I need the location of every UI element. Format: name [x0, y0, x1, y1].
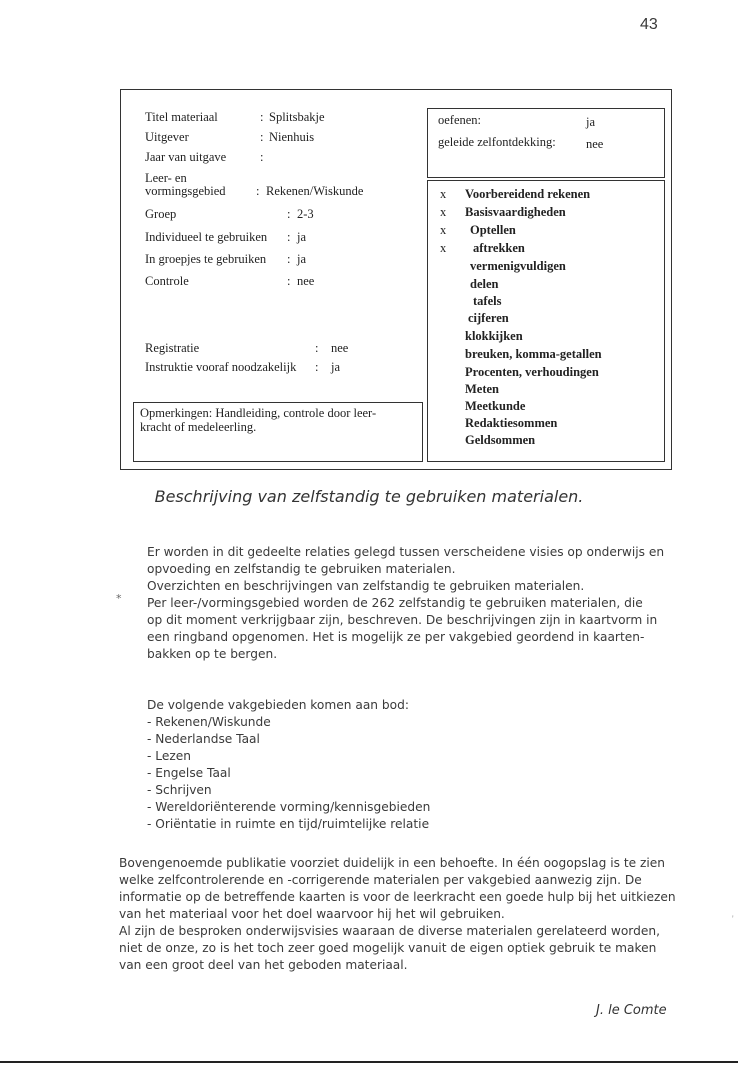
field-label: Individueel te gebruiken — [145, 230, 268, 244]
exercise-mode-box — [427, 108, 665, 178]
field-sep: : — [256, 184, 260, 198]
check-mark: x — [440, 241, 447, 255]
text-line: van een groot deel van het geboden materiaal. — [119, 958, 408, 972]
subject-label: Voorbereidend rekenen — [465, 187, 591, 201]
page-number: 43 — [640, 16, 658, 33]
list-intro: De volgende vakgebieden komen aan bod: — [147, 698, 409, 712]
subject-label: Optellen — [470, 223, 516, 237]
subject-label: Meetkunde — [465, 399, 526, 413]
field-sep: : — [315, 341, 319, 355]
field-value: Nienhuis — [269, 130, 315, 144]
bullet-marker: * — [116, 592, 122, 605]
field-sep: : — [287, 207, 291, 221]
field-label: vormingsgebied — [145, 184, 226, 198]
list-item: - Lezen — [147, 749, 191, 763]
list-item: - Oriëntatie in ruimte en tijd/ruimtelijke relatie — [147, 817, 430, 831]
subject-label: aftrekken — [473, 241, 525, 255]
zelfontdekking-value: nee — [586, 137, 604, 151]
zelfontdekking-label: geleide zelfontdekking: — [438, 135, 556, 149]
text-line: Al zijn de besproken onderwijsvisies waaraan de diverse materialen gerelateerd worden, — [119, 924, 660, 938]
figure-caption: Beschrijving van zelfstandig te gebruiken materialen. — [154, 487, 584, 506]
field-label: Instruktie vooraf noodzakelijk — [145, 360, 297, 374]
text-line: Bovengenoemde publikatie voorziet duidelijk in een behoefte. In één oogopslag is te zien — [119, 856, 666, 870]
text-line: welke zelfcontrolerende en -corrigerende materialen per vakgebied aanwezig zijn. De — [119, 873, 642, 887]
subject-label: Geldsommen — [465, 433, 536, 447]
field-sep: : — [260, 110, 264, 124]
text-line: Er worden in dit gedeelte relaties gelegd tussen verscheidene visies op onderwijs en — [147, 545, 665, 559]
field-sep: : — [287, 230, 291, 244]
text-line: van het materiaal voor het doel waarvoor hij het wil gebruiken. — [119, 907, 505, 921]
oefenen-value: ja — [586, 115, 596, 129]
list-item: - Nederlandse Taal — [147, 732, 260, 746]
field-value: Splitsbakje — [269, 110, 325, 124]
field-value: ja — [297, 252, 307, 266]
margin-mark: ' — [732, 914, 734, 924]
list-item: - Engelse Taal — [147, 766, 231, 780]
field-label: Groep — [145, 207, 177, 221]
field-label: Registratie — [145, 341, 200, 355]
remarks-line: kracht of medeleerling. — [140, 420, 257, 434]
subjects-section — [147, 697, 430, 833]
subject-label: Procenten, verhoudingen — [465, 365, 599, 379]
author-signature: J. le Comte — [596, 1003, 667, 1018]
subject-label: Basisvaardigheden — [465, 205, 566, 219]
field-label: Leer- en — [145, 171, 187, 185]
field-value: nee — [331, 341, 349, 355]
closing-paragraph — [119, 855, 676, 974]
text-line: informatie op de betreffende kaarten is voor de leerkracht een goede hulp bij het uitkiezen — [119, 890, 676, 904]
bottom-rule — [0, 1061, 738, 1063]
text-line: niet de onze, zo is het toch zeer goed mogelijk vanuit de eigen optiek gebruik te maken — [119, 941, 657, 955]
subjects-box — [427, 180, 665, 462]
field-label: In groepjes te gebruiken — [145, 252, 267, 266]
subject-label: breuken, komma-getallen — [465, 347, 602, 361]
field-sep: : — [287, 252, 291, 266]
check-mark: x — [440, 205, 447, 219]
subject-label: tafels — [473, 294, 502, 308]
field-sep: : — [260, 130, 264, 144]
field-label: Jaar van uitgave — [145, 150, 227, 164]
subject-label: klokkijken — [465, 329, 523, 343]
field-label: Controle — [145, 274, 189, 288]
list-item: - Wereldoriënterende vorming/kennisgebieden — [147, 800, 431, 814]
subject-label: Meten — [465, 382, 500, 396]
field-label: Uitgever — [145, 130, 189, 144]
card-left-fields — [145, 110, 425, 400]
oefenen-label: oefenen: — [438, 113, 482, 127]
text-line: Overzichten en beschrijvingen van zelfstandig te gebruiken materialen. — [147, 579, 585, 593]
subject-label: delen — [470, 277, 499, 291]
list-item: - Rekenen/Wiskunde — [147, 715, 271, 729]
field-value: Rekenen/Wiskunde — [266, 184, 364, 198]
field-sep: : — [287, 274, 291, 288]
remarks-box — [133, 402, 423, 462]
text-line: opvoeding en zelfstandig te gebruiken materialen. — [147, 562, 456, 576]
remarks-line: Opmerkingen: Handleiding, controle door leer- — [140, 406, 377, 420]
subject-label: vermenigvuldigen — [470, 259, 566, 273]
subject-label: cijferen — [468, 311, 509, 325]
intro-paragraph — [147, 544, 664, 663]
list-item: - Schrijven — [147, 783, 212, 797]
field-label: Titel materiaal — [145, 110, 218, 124]
field-value: nee — [297, 274, 315, 288]
text-line: bakken op te bergen. — [147, 647, 278, 661]
text-line: Per leer-/vormingsgebied worden de 262 zelfstandig te gebruiken materialen, die — [147, 596, 643, 610]
field-value: 2-3 — [297, 207, 314, 221]
field-sep: : — [260, 150, 264, 164]
subject-label: Redaktiesommen — [465, 416, 558, 430]
field-value: ja — [331, 360, 341, 374]
check-mark: x — [440, 223, 447, 237]
check-mark: x — [440, 187, 447, 201]
field-sep: : — [315, 360, 319, 374]
text-line: op dit moment verkrijgbaar zijn, beschreven. De beschrijvingen zijn in kaartvorm in — [147, 613, 658, 627]
text-line: een ringband opgenomen. Het is mogelijk ze per vakgebied geordend in kaarten- — [147, 630, 645, 644]
field-value: ja — [297, 230, 307, 244]
